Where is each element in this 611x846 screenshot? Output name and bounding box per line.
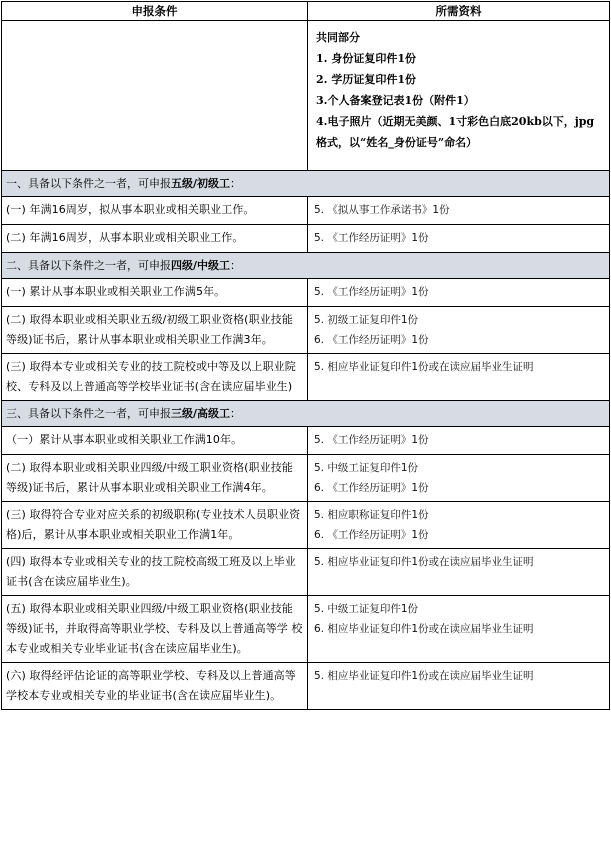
material-cell	[308, 549, 610, 596]
material-item: 5. 相应毕业证复印件1份或在读应届毕业生证明	[314, 556, 534, 568]
section-2-suffix: ：	[230, 259, 242, 272]
header-row	[2, 2, 610, 21]
common-row	[2, 21, 610, 171]
section-3-prefix: 三、具备以下条件之一者，可申报	[6, 407, 171, 420]
table-row	[2, 455, 610, 502]
material-cell	[308, 354, 610, 401]
table-row	[2, 225, 610, 253]
table-row	[2, 663, 610, 710]
material-cell	[308, 225, 610, 253]
table-row	[2, 197, 610, 225]
material-item: 5. 相应毕业证复印件1份或在读应届毕业生证明	[314, 670, 534, 682]
section-1-suffix: ：	[230, 177, 242, 190]
section-2-level: 四级/中级工	[171, 259, 231, 272]
header-conditions: 申报条件	[2, 2, 308, 21]
material-cell	[308, 307, 610, 354]
material-item: 5. 《拟从事工作承诺书》1份	[314, 204, 450, 216]
common-item-3: 3.个人备案登记表1份（附件1）	[316, 94, 475, 107]
common-title: 共同部分	[316, 31, 360, 44]
section-2-prefix: 二、具备以下条件之一者，可申报	[6, 259, 171, 272]
material-item: 6. 《工作经历证明》1份	[314, 482, 429, 494]
material-cell	[308, 596, 610, 663]
section-1-header	[2, 171, 610, 197]
material-item: 5. 《工作经历证明》1份	[314, 286, 429, 298]
condition-cell: (三) 取得符合专业对应关系的初级职称(专业技术人员职业资格)后，累计从事本职业或相关职业工作满1年。	[2, 502, 308, 549]
material-item: 5. 相应职称证复印件1份	[314, 509, 429, 521]
condition-cell: (五) 取得本职业或相关职业四级/中级工职业资格(职业技能等级)证书，并取得高等职业学校、专科及以上普通高等学 校本专业或相关专业毕业证书(含在读应届毕业生)。	[2, 596, 308, 663]
table-row	[2, 279, 610, 307]
table-row	[2, 354, 610, 401]
table-row	[2, 502, 610, 549]
material-cell	[308, 502, 610, 549]
common-item-4: 4.电子照片（近期无美颜、1寸彩色白底20kb以下，jpg格式，以“姓名_身份证号”命名）	[316, 115, 595, 149]
section-2-header	[2, 253, 610, 279]
common-materials	[308, 21, 610, 171]
material-cell	[308, 197, 610, 225]
common-item-2: 2. 学历证复印件1份	[316, 73, 416, 86]
condition-cell: (二) 年满16周岁，从事本职业或相关职业工作。	[2, 225, 308, 253]
material-item: 5. 相应毕业证复印件1份或在读应届毕业生证明	[314, 361, 534, 373]
material-item: 5. 《工作经历证明》1份	[314, 232, 429, 244]
material-item: 6. 《工作经历证明》1份	[314, 334, 429, 346]
material-cell	[308, 279, 610, 307]
condition-cell: (三) 取得本专业或相关专业的技工院校或中等及以上职业院校、专科及以上普通高等学校毕业证书(含在读应届毕业生)	[2, 354, 308, 401]
material-item: 6. 相应毕业证复印件1份或在读应届毕业生证明	[314, 623, 534, 635]
material-cell	[308, 663, 610, 710]
material-item: 5. 中级工证复印件1份	[314, 462, 419, 474]
material-item: 5. 初级工证复印件1份	[314, 314, 419, 326]
condition-cell: (二) 取得本职业或相关职业五级/初级工职业资格(职业技能等级)证书后，累计从事本职业或相关职业工作满3年。	[2, 307, 308, 354]
condition-cell: (六) 取得经评估论证的高等职业学校、专科及以上普通高等学校本专业或相关专业的毕业证书(含在读应届毕业生)。	[2, 663, 308, 710]
common-item-1: 1. 身份证复印件1份	[316, 52, 416, 65]
material-item: 5. 中级工证复印件1份	[314, 603, 419, 615]
material-cell	[308, 427, 610, 455]
section-3-header	[2, 401, 610, 427]
section-3-level: 三级/高级工	[171, 407, 231, 420]
condition-cell: (一) 年满16周岁，拟从事本职业或相关职业工作。	[2, 197, 308, 225]
material-cell	[308, 455, 610, 502]
header-materials: 所需资料	[308, 2, 610, 21]
condition-cell: （一）累计从事本职业或相关职业工作满10年。	[2, 427, 308, 455]
material-item: 6. 《工作经历证明》1份	[314, 529, 429, 541]
table-row	[2, 307, 610, 354]
material-item: 5. 《工作经历证明》1份	[314, 434, 429, 446]
condition-cell: (四) 取得本专业或相关专业的技工院校高级工班及以上毕业证书(含在读应届毕业生)。	[2, 549, 308, 596]
table-row	[2, 549, 610, 596]
condition-cell: (二) 取得本职业或相关职业四级/中级工职业资格(职业技能等级)证书后，累计从事本职业或相关职业工作满4年。	[2, 455, 308, 502]
condition-cell: (一) 累计从事本职业或相关职业工作满5年。	[2, 279, 308, 307]
section-3-suffix: ：	[230, 407, 242, 420]
requirements-table	[1, 1, 610, 710]
common-empty-cell	[2, 21, 308, 171]
section-1-prefix: 一、具备以下条件之一者，可申报	[6, 177, 171, 190]
section-1-level: 五级/初级工	[171, 177, 231, 190]
table-row	[2, 427, 610, 455]
table-row	[2, 596, 610, 663]
